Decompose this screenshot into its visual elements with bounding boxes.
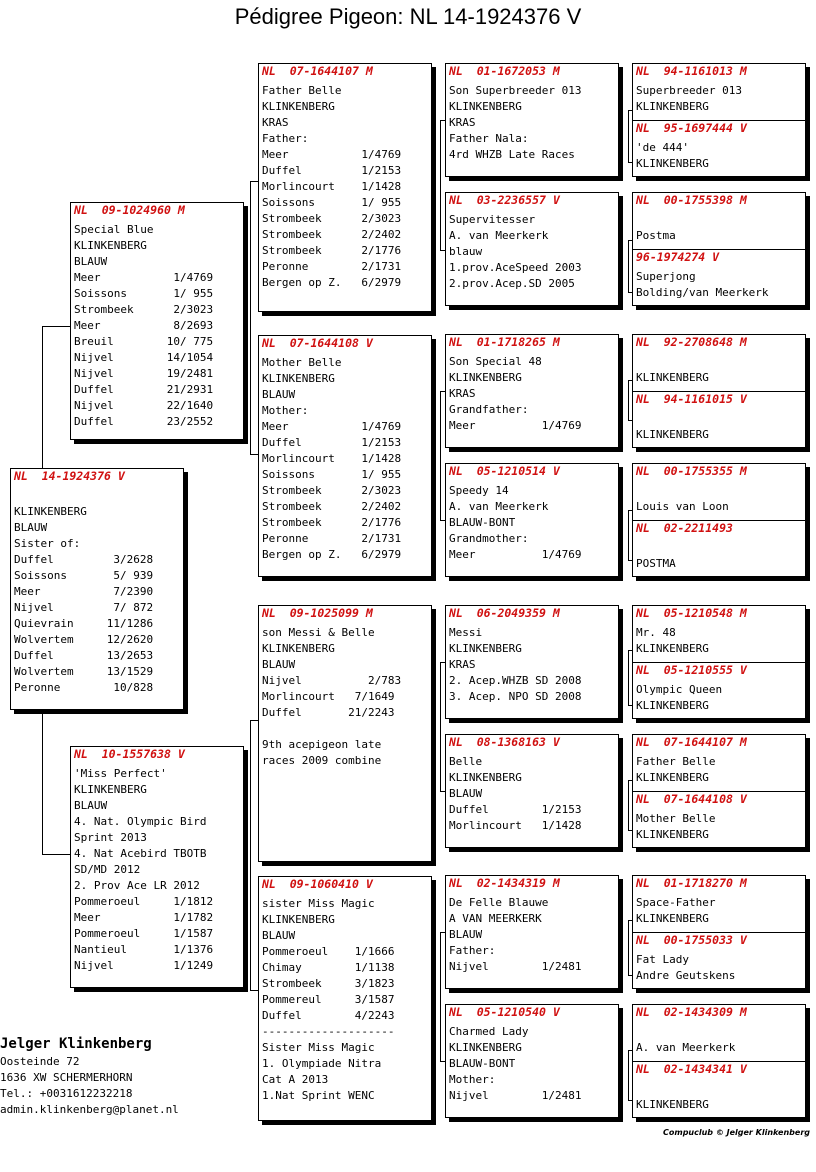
pigeon-info-line: Duffel 3/2628: [14, 553, 154, 566]
pigeon-info-line: KRAS: [262, 116, 289, 129]
pigeon-card: [632, 932, 806, 989]
pigeon-info-line: Wolvertem 13/1529: [14, 665, 154, 678]
ring-number: NL 08-1368163 V: [449, 735, 560, 749]
pigeon-info-line: BLAUW: [262, 929, 296, 942]
pigeon-info-line: KLINKENBERG: [449, 642, 522, 655]
pigeon-info-line: Charmed Lady: [449, 1025, 529, 1038]
pigeon-info-line: 4. Nat. Olympic Bird: [74, 815, 207, 828]
pigeon-info-line: Meer 1/4769: [449, 419, 582, 432]
pigeon-card: [632, 463, 806, 521]
ring-number: NL 09-1060410 V: [262, 877, 373, 891]
pigeon-info-line: 1.prov.AceSpeed 2003: [449, 261, 582, 274]
pigeon-info-line: KLINKENBERG: [636, 771, 709, 784]
pigeon-info-line: KLINKENBERG: [14, 505, 87, 518]
pedigree-connector: [628, 920, 629, 975]
pigeon-info-line: Mr. 48: [636, 626, 676, 639]
pigeon-info-line: Nijvel 1/2481: [449, 1089, 582, 1102]
ring-number: NL 01-1718270 M: [636, 876, 747, 890]
pigeon-info-line: Peronne 10/828: [14, 681, 154, 694]
pigeon-info-line: 9th acepigeon late: [262, 738, 382, 751]
pigeon-info-line: Soissons 1/ 955: [262, 468, 402, 481]
pigeon-card: [632, 1004, 806, 1062]
pigeon-info-line: Father:: [262, 132, 309, 145]
pigeon-info-line: Meer 1/4769: [74, 271, 214, 284]
footer-credit: Compuclub © Jelger Klinkenberg: [663, 1128, 810, 1137]
pigeon-card: [258, 605, 432, 862]
pigeon-info-line: 3. Acep. NPO SD 2008: [449, 690, 582, 703]
pigeon-info-line: [636, 354, 802, 370]
pedigree-connector: [628, 380, 629, 420]
pigeon-info-line: Peronne 2/1731: [262, 260, 402, 273]
ring-number: NL 03-2236557 V: [449, 193, 560, 207]
pigeon-info-line: Strombeek 2/1776: [262, 516, 402, 529]
pigeon-info-line: KLINKENBERG: [449, 100, 522, 113]
owner-phone: Tel.: +0031612232218: [0, 1087, 133, 1100]
ring-number: NL 94-1161013 M: [636, 64, 747, 78]
pigeon-info-line: 2. Prov Ace LR 2012: [74, 879, 200, 892]
ring-number: NL 95-1697444 V: [636, 121, 747, 135]
pigeon-info-line: KLINKENBERG: [636, 100, 709, 113]
pigeon-info-line: Soissons 5/ 939: [14, 569, 154, 582]
pigeon-info-line: 'Miss Perfect': [74, 767, 167, 780]
ring-number: NL 94-1161015 V: [636, 392, 747, 406]
page-title: Pédigree Pigeon: NL 14-1924376 V: [234, 4, 582, 29]
pigeon-info-line: KRAS: [449, 116, 476, 129]
ring-number: NL 07-1644108 V: [262, 336, 373, 350]
pigeon-info-line: Nijvel 14/1054: [74, 351, 214, 364]
pigeon-info-line: Grandfather:: [449, 403, 529, 416]
pigeon-info-line: Space-Father: [636, 896, 716, 909]
pigeon-info-line: BLAUW: [449, 787, 483, 800]
pigeon-info-line: KLINKENBERG: [636, 428, 709, 441]
ring-number: NL 05-1210514 V: [449, 464, 560, 478]
pigeon-info-line: Meer 1/4769: [262, 420, 402, 433]
owner-block: [0, 1034, 179, 1118]
pigeon-card: [258, 876, 432, 1121]
pigeon-info-line: [636, 483, 802, 499]
owner-name: Jelger Klinkenberg: [0, 1036, 152, 1052]
pigeon-info-line: Superjong: [636, 270, 696, 283]
pigeon-card: [445, 734, 619, 848]
ring-number: NL 05-1210555 V: [636, 663, 747, 677]
pigeon-info-line: Supervitesser: [449, 213, 536, 226]
pigeon-card: [632, 734, 806, 792]
pigeon-info-line: Sister Miss Magic: [262, 1041, 375, 1054]
pigeon-info-line: Strombeek 3/1823: [262, 977, 395, 990]
ring-number: NL 01-1672053 M: [449, 64, 560, 78]
pigeon-info-line: Meer 1/4769: [262, 148, 402, 161]
pigeon-card: [632, 1061, 806, 1118]
pigeon-info-line: Belle: [449, 755, 483, 768]
pigeon-info-line: BLAUW: [262, 388, 296, 401]
pigeon-info-line: 1. Olympiade Nitra: [262, 1057, 382, 1070]
pigeon-info-line: KLINKENBERG: [636, 157, 709, 170]
pigeon-info-line: Louis van Loon: [636, 500, 729, 513]
pigeon-info-line: Soissons 1/ 955: [74, 287, 214, 300]
pigeon-info-line: A. van Meerkerk: [636, 1041, 736, 1054]
pigeon-info-line: BLAUW: [74, 799, 108, 812]
pigeon-info-line: KLINKENBERG: [636, 699, 709, 712]
pedigree-connector: [250, 720, 258, 721]
pigeon-card: [632, 875, 806, 933]
pigeon-info-line: A VAN MEERKERK: [449, 912, 542, 925]
pigeon-info-line: Mother Belle: [262, 356, 342, 369]
pigeon-info-line: A. van Meerkerk: [449, 500, 549, 513]
pigeon-info-line: [636, 1081, 802, 1097]
pedigree-connector: [250, 181, 258, 182]
pigeon-info-line: Grandmother:: [449, 532, 529, 545]
pigeon-info-line: Morlincourt 1/1428: [262, 452, 402, 465]
pedigree-connector: [440, 391, 441, 520]
owner-address: Oosteinde 72: [0, 1055, 80, 1068]
pigeon-card: [10, 468, 184, 710]
pigeon-info-line: races 2009 combine: [262, 754, 382, 767]
pigeon-info-line: Wolvertem 12/2620: [14, 633, 154, 646]
pedigree-connector: [440, 662, 441, 791]
pigeon-info-line: Son Special 48: [449, 355, 542, 368]
pigeon-info-line: Fat Lady: [636, 953, 689, 966]
pigeon-info-line: Father Belle: [262, 84, 342, 97]
pigeon-info-line: KLINKENBERG: [74, 783, 147, 796]
pigeon-info-line: Pommeroeul 1/1812: [74, 895, 214, 908]
pedigree-connector: [250, 454, 258, 455]
pigeon-info-line: Cat A 2013: [262, 1073, 329, 1086]
pigeon-info-line: Father Belle: [636, 755, 716, 768]
pigeon-card: [632, 249, 806, 306]
pedigree-connector: [440, 932, 441, 1061]
pigeon-info-line: Speedy 14: [449, 484, 509, 497]
pigeon-info-line: KLINKENBERG: [636, 371, 709, 384]
pigeon-info-line: Nijvel 19/2481: [74, 367, 214, 380]
owner-email[interactable]: admin.klinkenberg@planet.nl: [0, 1103, 179, 1116]
pigeon-info-line: KLINKENBERG: [636, 828, 709, 841]
pigeon-info-line: A. van Meerkerk: [449, 229, 549, 242]
pigeon-card: [632, 605, 806, 663]
pigeon-info-line: Sister of:: [14, 537, 81, 550]
pigeon-info-line: Special Blue: [74, 223, 154, 236]
pigeon-info-line: 1.Nat Sprint WENC: [262, 1089, 375, 1102]
ring-number: NL 07-1644107 M: [636, 735, 747, 749]
ring-number: NL 02-1434309 M: [636, 1005, 747, 1019]
ring-number: NL 10-1557638 V: [74, 747, 185, 761]
ring-number: NL 05-1210540 V: [449, 1005, 560, 1019]
pedigree-connector: [628, 240, 629, 292]
pigeon-info-line: Superbreeder 013: [636, 84, 742, 97]
pigeon-info-line: BLAUW: [262, 658, 296, 671]
pigeon-info-line: Meer 8/2693: [74, 319, 214, 332]
pigeon-card: [632, 63, 806, 121]
pigeon-info-line: Olympic Queen: [636, 683, 723, 696]
pedigree-connector: [250, 990, 258, 991]
pigeon-info-line: POSTMA: [636, 557, 676, 570]
pigeon-info-line: BLAUW: [14, 521, 48, 534]
pigeon-info-line: 4rd WHZB Late Races: [449, 148, 575, 161]
pigeon-card: [632, 662, 806, 719]
pigeon-info-line: [14, 488, 180, 504]
pigeon-card: [632, 120, 806, 177]
pigeon-card: [258, 63, 432, 312]
pigeon-info-line: [636, 212, 802, 228]
pigeon-info-line: Chimay 1/1138: [262, 961, 395, 974]
pigeon-info-line: [636, 1024, 802, 1040]
pigeon-info-line: Nantieul 1/1376: [74, 943, 214, 956]
pigeon-info-line: KLINKENBERG: [636, 912, 709, 925]
pigeon-card: [70, 746, 244, 988]
pigeon-info-line: Duffel 1/2153: [262, 436, 402, 449]
pedigree-connector: [628, 510, 629, 560]
pigeon-info-line: Bolding/van Meerkerk: [636, 286, 769, 299]
owner-postcode: 1636 XW SCHERMERHORN: [0, 1071, 133, 1084]
pigeon-info-line: Strombeek 2/3023: [262, 212, 402, 225]
pigeon-info-line: 2.prov.Acep.SD 2005: [449, 277, 575, 290]
pigeon-card: [445, 63, 619, 177]
pigeon-info-line: --------------------: [262, 1025, 395, 1038]
pedigree-connector: [250, 181, 251, 454]
pedigree-connector: [628, 110, 629, 162]
ring-number: NL 02-2211493: [636, 521, 733, 535]
pigeon-info-line: Duffel 4/2243: [262, 1009, 395, 1022]
pedigree-connector: [628, 780, 629, 830]
pigeon-info-line: BLAUW: [449, 928, 483, 941]
pigeon-card: [258, 335, 432, 577]
pigeon-info-line: Meer 7/2390: [14, 585, 154, 598]
pigeon-info-line: Quievrain 11/1286: [14, 617, 154, 630]
pigeon-info-line: Strombeek 2/3023: [74, 303, 214, 316]
pigeon-info-line: Morlincourt 1/1428: [449, 819, 582, 832]
pigeon-info-line: Mother:: [262, 404, 309, 417]
pigeon-info-line: BLAUW: [74, 255, 108, 268]
pigeon-info-line: Breuil 10/ 775: [74, 335, 214, 348]
pigeon-info-line: Postma: [636, 229, 676, 242]
pigeon-info-line: KLINKENBERG: [449, 1041, 522, 1054]
pigeon-info-line: Nijvel 7/ 872: [14, 601, 154, 614]
pigeon-info-line: Nijvel 2/783: [262, 674, 402, 687]
ring-number: NL 09-1025099 M: [262, 606, 373, 620]
pigeon-info-line: KLINKENBERG: [262, 100, 335, 113]
pigeon-info-line: Sprint 2013: [74, 831, 147, 844]
pigeon-info-line: Duffel 23/2552: [74, 415, 214, 428]
pigeon-info-line: KLINKENBERG: [74, 239, 147, 252]
pigeon-info-line: Duffel 21/2931: [74, 383, 214, 396]
ring-number: NL 02-1434319 M: [449, 876, 560, 890]
pigeon-info-line: sister Miss Magic: [262, 897, 375, 910]
ring-number: NL 07-1644108 V: [636, 792, 747, 806]
pigeon-info-line: Mother Belle: [636, 812, 716, 825]
pigeon-info-line: KRAS: [449, 387, 476, 400]
ring-number: NL 02-1434341 V: [636, 1062, 747, 1076]
pigeon-info-line: Duffel 1/2153: [262, 164, 402, 177]
pigeon-info-line: KLINKENBERG: [636, 1098, 709, 1111]
pigeon-card: [445, 875, 619, 989]
pigeon-info-line: De Felle Blauwe: [449, 896, 549, 909]
pigeon-info-line: Strombeek 2/3023: [262, 484, 402, 497]
pedigree-connector: [42, 854, 70, 855]
pigeon-card: [445, 334, 619, 448]
pigeon-card: [632, 520, 806, 577]
pigeon-info-line: Meer 1/4769: [449, 548, 582, 561]
pigeon-card: [632, 192, 806, 250]
pigeon-info-line: Peronne 2/1731: [262, 532, 402, 545]
pigeon-info-line: [636, 540, 802, 556]
pedigree-connector: [250, 720, 251, 990]
pigeon-info-line: Morlincourt 1/1428: [262, 180, 402, 193]
pigeon-card: [445, 1004, 619, 1118]
ring-number: NL 05-1210548 M: [636, 606, 747, 620]
pigeon-info-line: [636, 411, 802, 427]
pedigree-connector: [628, 650, 629, 705]
pigeon-info-line: SD/MD 2012: [74, 863, 141, 876]
pigeon-info-line: KLINKENBERG: [262, 913, 335, 926]
pigeon-card: [632, 391, 806, 448]
pedigree-connector: [628, 1050, 629, 1100]
pigeon-card: [632, 791, 806, 848]
pigeon-info-line: Morlincourt 7/1649: [262, 690, 395, 703]
ring-number: 96-1974274 V: [636, 250, 720, 264]
pigeon-info-line: Duffel 21/2243: [262, 706, 395, 719]
pigeon-info-line: KLINKENBERG: [449, 771, 522, 784]
pigeon-info-line: Pommeroeul 1/1666: [262, 945, 395, 958]
pigeon-card: [70, 202, 244, 440]
pigeon-info-line: 2. Acep.WHZB SD 2008: [449, 674, 582, 687]
pigeon-info-line: Nijvel 22/1640: [74, 399, 214, 412]
pigeon-info-line: Mother:: [449, 1073, 496, 1086]
pedigree-connector: [440, 120, 441, 250]
pigeon-info-line: Nijvel 1/1249: [74, 959, 214, 972]
pigeon-info-line: [262, 721, 428, 737]
pigeon-card: [632, 334, 806, 392]
pigeon-info-line: Pommereul 3/1587: [262, 993, 395, 1006]
pigeon-info-line: blauw: [449, 245, 483, 258]
pigeon-info-line: 4. Nat Acebird TBOTB: [74, 847, 207, 860]
ring-number: NL 00-1755033 V: [636, 933, 747, 947]
pigeon-info-line: KLINKENBERG: [636, 642, 709, 655]
pigeon-card: [445, 192, 619, 306]
pigeon-info-line: Messi: [449, 626, 483, 639]
pigeon-info-line: Father Nala:: [449, 132, 529, 145]
pigeon-info-line: KRAS: [449, 658, 476, 671]
pedigree-connector: [42, 326, 70, 327]
pigeon-info-line: BLAUW-BONT: [449, 516, 516, 529]
pigeon-info-line: Meer 1/1782: [74, 911, 214, 924]
ring-number: NL 09-1024960 M: [74, 203, 185, 217]
pigeon-info-line: Andre Geutskens: [636, 969, 736, 982]
ring-number: NL 06-2049359 M: [449, 606, 560, 620]
pigeon-info-line: Duffel 1/2153: [449, 803, 582, 816]
ring-number: NL 01-1718265 M: [449, 335, 560, 349]
pigeon-info-line: son Messi & Belle: [262, 626, 375, 639]
pigeon-card: [445, 463, 619, 577]
ring-number: NL 00-1755398 M: [636, 193, 747, 207]
pigeon-info-line: Bergen op Z. 6/2979: [262, 276, 402, 289]
pigeon-info-line: Bergen op Z. 6/2979: [262, 548, 402, 561]
ring-number: NL 92-2708648 M: [636, 335, 747, 349]
pigeon-info-line: Strombeek 2/1776: [262, 244, 402, 257]
ring-number: NL 07-1644107 M: [262, 64, 373, 78]
pigeon-info-line: Duffel 13/2653: [14, 649, 154, 662]
pigeon-info-line: KLINKENBERG: [449, 371, 522, 384]
ring-number: NL 00-1755355 M: [636, 464, 747, 478]
pigeon-info-line: KLINKENBERG: [262, 372, 335, 385]
pigeon-info-line: BLAUW-BONT: [449, 1057, 516, 1070]
ring-number: NL 14-1924376 V: [14, 469, 125, 483]
pigeon-info-line: Nijvel 1/2481: [449, 960, 582, 973]
pigeon-info-line: 'de 444': [636, 141, 689, 154]
pigeon-card: [445, 605, 619, 719]
pigeon-info-line: KLINKENBERG: [262, 642, 335, 655]
pigeon-info-line: Pommeroeul 1/1587: [74, 927, 214, 940]
pigeon-info-line: Strombeek 2/2402: [262, 228, 402, 241]
pigeon-info-line: Father:: [449, 944, 496, 957]
pigeon-info-line: Strombeek 2/2402: [262, 500, 402, 513]
pigeon-info-line: Soissons 1/ 955: [262, 196, 402, 209]
pigeon-info-line: Son Superbreeder 013: [449, 84, 582, 97]
